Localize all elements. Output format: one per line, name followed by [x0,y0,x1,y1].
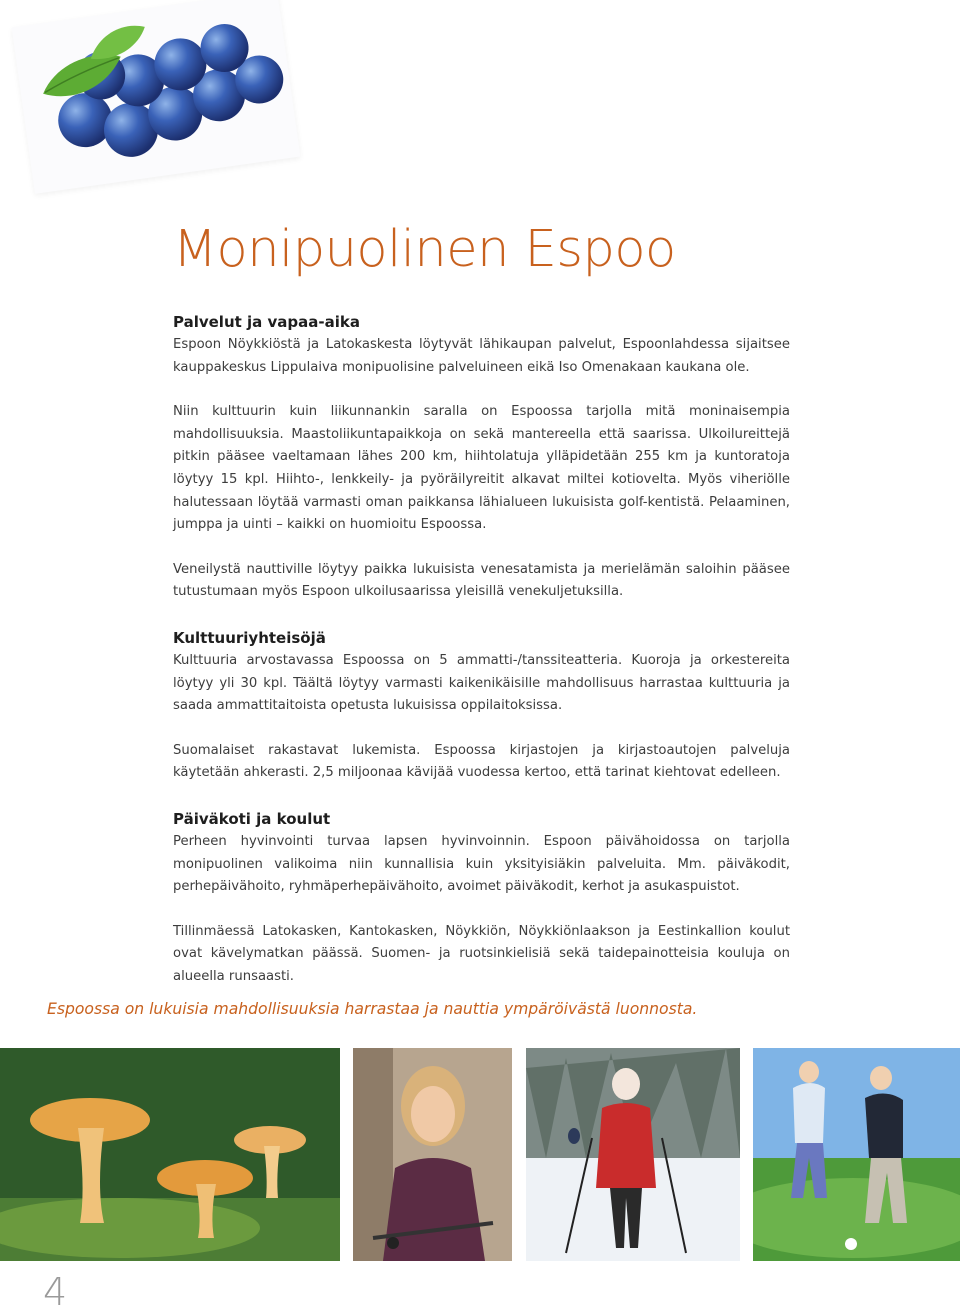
chanterelle-mushrooms-photo [0,1048,340,1261]
page-title: Monipuolinen Espoo [173,220,676,279]
photo-caption: Espoossa on lukuisia mahdollisuuksia harrastaa ja nauttia ympäröivästä luonnosta. [47,1000,698,1018]
paragraph: Veneilystä nauttiville löytyy paikka lukuisista venesatamista ja merielämän saloihin pääsee tutustumaan myös Espoon ulkoilusaarissa yleisillä venekuljetuksilla. [173,561,790,600]
section-heading-palvelut: Palvelut ja vapaa-aika [173,313,360,331]
page-number: 4 [43,1270,68,1314]
paragraph: Espoon Nöykkiöstä ja Latokaskesta löytyvät lähikaupan palvelut, Espoonlahdessa sijaitsee kauppakeskus Lippulaiva monipuolisine palveluineen eikä Iso Omenakaan kaukana ole. [173,337,790,375]
main-content [173,310,790,988]
paragraph: Perheen hyvinvointi turvaa lapsen hyvinvoinnin. Espoon päivähoidossa on tarjolla monipuolinen valikoima niin kunnallisia kuin yksityisiäkin palveluita. Mm. päiväkodit, perhepäivähoito, ryhmäperhepäivähoito, avoimet päiväkodit, kerhot ja asukaspuistot. [173,833,790,895]
golf-players-photo [753,1048,960,1261]
woman-with-bicycle-photo [353,1048,512,1261]
paragraph: Tillinmäessä Latokasken, Kantokasken, Nöykkiön, Nöykkiönlaakson ja Eestinkallion koulut ovat kävelymatkan päässä. Suomen- ja ruotsinkielisiä sekä taidepainotteisia kouluja on alueella runsaasti. [173,923,790,984]
section-heading-kulttuuri: Kulttuuriyhteisöjä [173,628,326,647]
blueberries-image [12,0,301,194]
section-heading-koulut: Päiväkoti ja koulut [173,809,331,828]
paragraph: Suomalaiset rakastavat lukemista. Espoossa kirjastojen ja kirjastoautojen palveluja käytetään ahkerasti. 2,5 miljoonaa kävijää vuodessa kertoo, että tarinat kiehtovat edelleen. [173,742,790,781]
paragraph: Niin kulttuurin kuin liikunnankin saralla on Espoossa tarjolla mitä moninaisempia mahdollisuuksia. Maastoliikuntapaikkoja on sekä mantereella että saarissa. Ulkoilureittejä pitkin pääsee vaeltamaan lähes 200 km, hiihtolatuja ylläpidetään 255 km ja kuntoratoja löytyy 15 kpl. Hiihto-, lenkkeily- ja pyöräilyreitit alkavat miltei kotiovelta. Myös viheriölle halutessaan löytää varmasti oman paikkansa lähialueen lukuisista golf-kentistä. Pelaaminen, jumppa ja uinti – kaikki on huomioitu Espoossa. [173,404,790,533]
paragraph: Kulttuuria arvostavassa Espoossa on 5 ammatti-/tanssiteatteria. Kuoroja ja orkestereita löytyy yli 30 kpl. Täältä löytyy varmasti kaikenikäisille mahdollisuus harrastaa kulttuuria ja saada ammattitaitoista opetusta lukuisissa oppilaitoksissa. [173,652,790,714]
cross-country-skiers-photo [526,1048,740,1261]
